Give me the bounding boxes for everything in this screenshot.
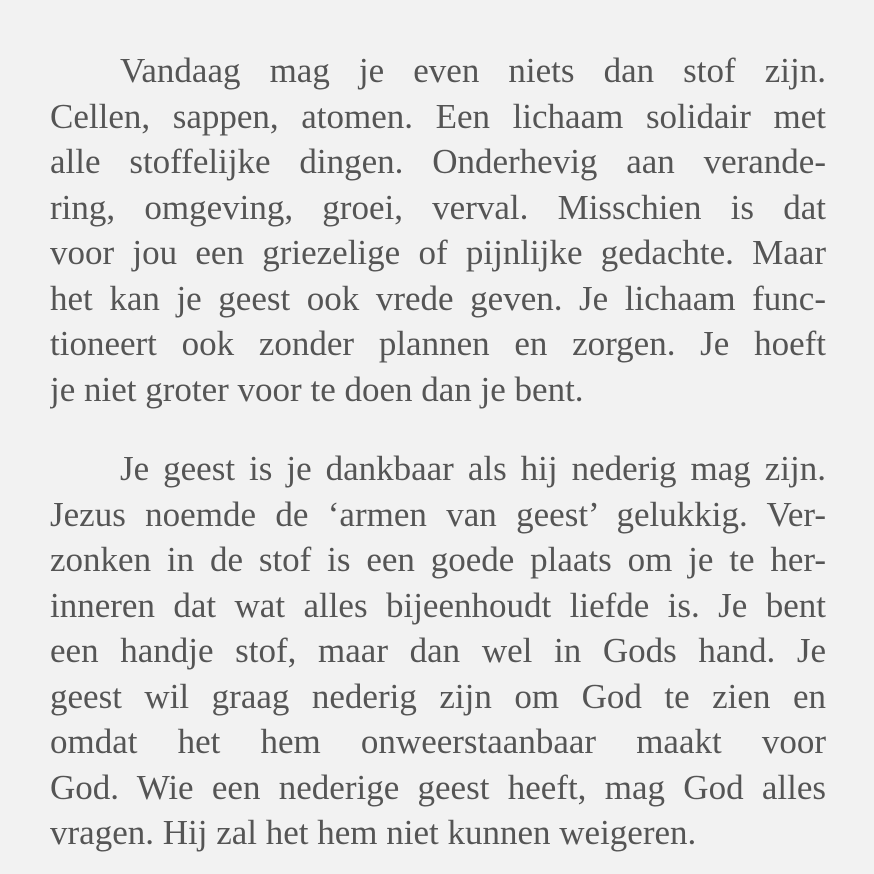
- text-line: voor jou een griezelige of pijnlijke gedachte. Maar: [50, 233, 826, 272]
- text-line: geest wil graag nederig zijn om God te zien en: [50, 676, 826, 716]
- text-line: Je geest is je dankbaar als hij nederig mag zijn.: [120, 449, 826, 488]
- text-line: God. Wie een nederige geest heeft, mag God alles: [50, 767, 826, 807]
- text-line: het kan je geest ook vrede geven. Je lichaam func-: [50, 278, 826, 318]
- text-line: vragen. Hij zal het hem niet kunnen weigeren.: [50, 813, 697, 852]
- text-line: alle stoffelijke dingen. Onderhevig aan verande-: [50, 142, 826, 181]
- text-page: [50, 48, 826, 856]
- text-line: een handje stof, maar dan wel in Gods hand. Je: [50, 631, 826, 670]
- text-line: inneren dat wat alles bijeenhoudt liefde is. Je bent: [50, 585, 826, 625]
- text-line: omdat het hem onweerstaanbaar maakt voor: [50, 722, 826, 761]
- text-line: Vandaag mag je even niets dan stof zijn.: [120, 51, 826, 90]
- text-line: tioneert ook zonder plannen en zorgen. Je hoeft: [50, 324, 826, 363]
- text-line: Cellen, sappen, atomen. Een lichaam solidair met: [50, 96, 826, 136]
- text-line: ring, omgeving, groei, verval. Misschien is dat: [50, 187, 826, 227]
- text-line: zonken in de stof is een goede plaats om je te her-: [50, 540, 826, 579]
- paragraph-2: [50, 446, 826, 856]
- text-line: je niet groter voor te doen dan je bent.: [50, 369, 584, 409]
- paragraph-1: [50, 48, 826, 412]
- text-line: Jezus noemde de ‘armen van geest’ gelukkig. Ver-: [50, 494, 826, 534]
